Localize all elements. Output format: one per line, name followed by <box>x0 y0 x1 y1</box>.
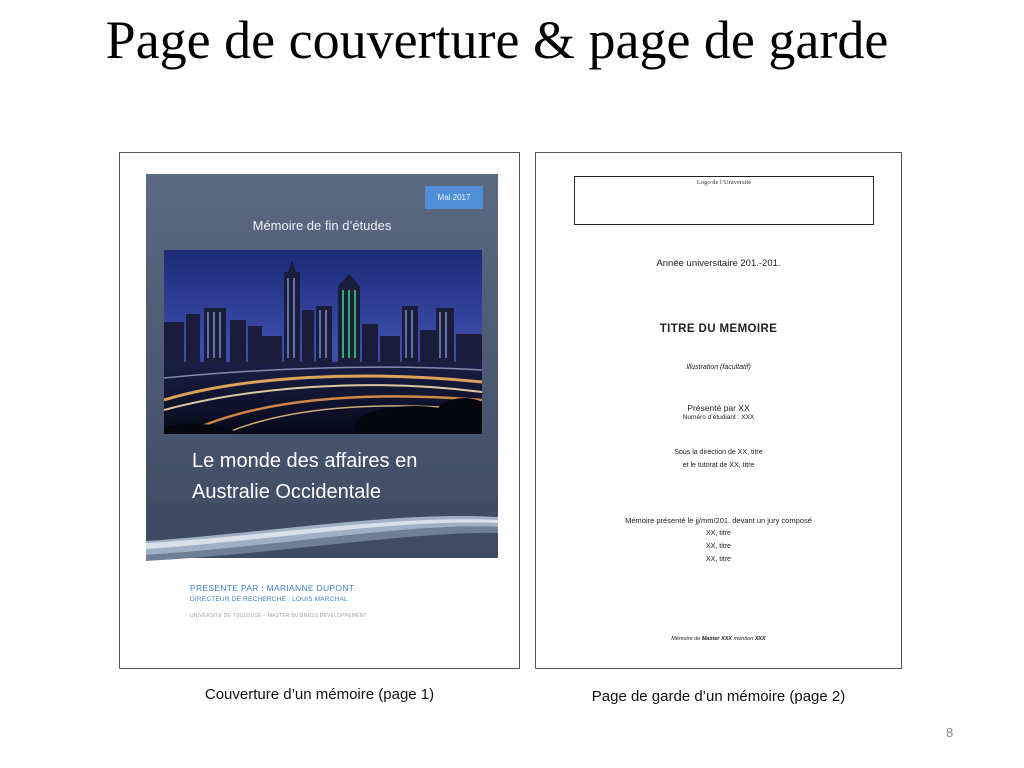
cover-title-line-1: Le monde des affaires en <box>192 450 418 472</box>
footer-mention: XXX <box>754 636 766 642</box>
cover-author: PRESENTE PAR : MARIANNE DUPONT <box>190 583 355 593</box>
garde-page-thumbnail <box>535 152 902 669</box>
footer-degree: Master XXX <box>701 636 733 642</box>
direction-line: Sous la direction de XX, titre <box>674 449 763 456</box>
jury-member: XX, titre <box>706 543 731 550</box>
academic-year: Année universitaire 201.-201. <box>656 258 781 269</box>
jury-member: XX, titre <box>706 530 731 537</box>
garde-caption: Page de garde d’un mémoire (page 2) <box>591 688 846 705</box>
logo-label: Logo de l’Université <box>696 179 752 186</box>
cover-page-thumbnail <box>119 152 520 669</box>
cover-director: DIRECTEUR DE RECHERCHE : LOUIS MARCHAL <box>190 596 348 603</box>
jury-member: XX, titre <box>706 556 731 563</box>
footer-middle: mention <box>732 636 755 642</box>
cover-wave-decoration <box>146 503 498 563</box>
slide-page-number: 8 <box>946 725 954 740</box>
cover-subtitle: Mémoire de fin d’études <box>252 218 392 233</box>
slide-title: Page de couverture & page de garde <box>105 10 889 70</box>
illustration-note: Illustration (facultatif) <box>686 364 751 371</box>
date-badge: Mai 2017 <box>425 186 483 209</box>
cover-caption: Couverture d’un mémoire (page 1) <box>204 686 435 703</box>
student-number: Numéro d’étudiant : XXX <box>682 414 755 421</box>
cover-title-line-2: Australie Occidentale <box>192 481 381 503</box>
thesis-title: TITRE DU MEMOIRE <box>659 323 778 335</box>
footer-prefix: Mémoire de <box>671 636 702 642</box>
city-skyline-photo <box>164 250 482 434</box>
garde-footer <box>536 636 901 642</box>
university-logo-box <box>574 176 874 225</box>
tutorat-line: et le tutorat de XX, titre <box>682 462 755 469</box>
presented-by: Présenté par XX <box>687 403 750 413</box>
jury-line: Mémoire présenté le jj/mm/201. devant un jury composé <box>625 516 812 525</box>
cover-main-title <box>192 446 472 508</box>
cover-university: UNIVERSITE DE TOULOUSE – MASTER BUSINESS DEVELOPPEMENT <box>190 613 367 619</box>
